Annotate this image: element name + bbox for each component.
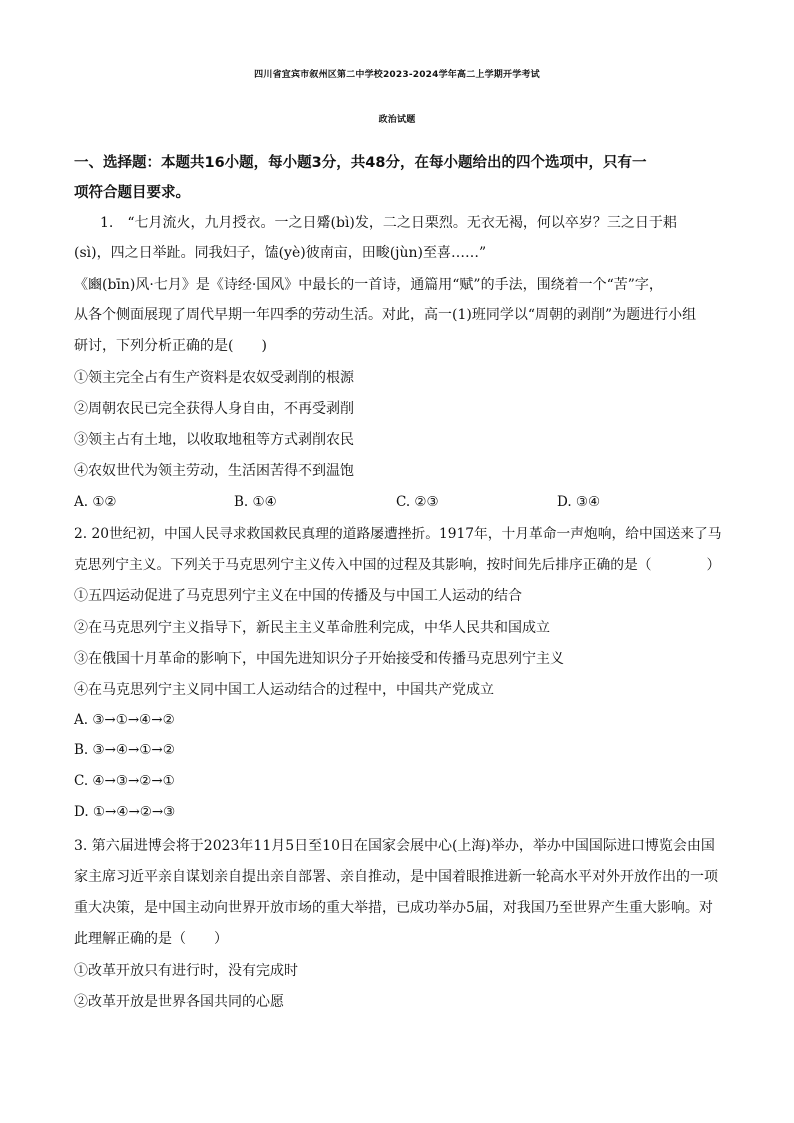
q2-option-b: B. ③→④→①→② — [74, 742, 175, 758]
q1-statement: ①领主完全占有生产资料是农奴受剥削的根源 — [74, 370, 354, 386]
q1-option-d: D. ③④ — [557, 494, 601, 510]
q2-statement: ③在俄国十月革命的影响下，中国先进知识分子开始接受和传播马克思列宁主义 — [74, 651, 564, 667]
section-heading: 一、选择题：本题共16小题，每小题3分，共48分，在每小题给出的四个选项中，只有一 — [74, 155, 647, 171]
q3-text-line: 此理解正确的是（ ） — [74, 931, 228, 947]
q1-text-line: 《豳(bīn)风·七月》是《诗经·国风》中最长的一首诗，通篇用“赋”的手法，围绕着一个“苦”字， — [74, 277, 663, 293]
q2-option-d: D. ①→④→②→③ — [74, 804, 176, 820]
q1-statement: ④农奴世代为领主劳动，生活困苦得不到温饱 — [74, 463, 354, 479]
q1-text-line: 研讨，下列分析正确的是( ) — [74, 338, 267, 354]
q3-statement: ②改革开放是世界各国共同的心愿 — [74, 994, 284, 1010]
q2-text-line: 克思列宁主义。下列关于马克思列宁主义传入中国的过程及其影响，按时间先后排序正确的是（ ） — [74, 557, 721, 573]
q2-statement: ①五四运动促进了马克思列宁主义在中国的传播及与中国工人运动的结合 — [74, 588, 522, 604]
q1-option-b: B. ①④ — [234, 494, 277, 510]
q2-statement: ④在马克思列宁主义同中国工人运动结合的过程中，中国共产党成立 — [74, 682, 494, 698]
q3-statement: ①改革开放只有进行时，没有完成时 — [74, 963, 298, 979]
q1-option-c: C. ②③ — [396, 494, 439, 510]
q3-text-line: 家主席习近平亲自谋划亲自提出亲自部署、亲自推动，是中国着眼推进新一轮高水平对外开放作出的一项 — [74, 869, 718, 885]
exam-title: 四川省宜宾市叙州区第二中学校2023-2024学年高二上学期开学考试 — [254, 70, 540, 80]
q1-statement: ③领主占有土地，以收取地租等方式剥削农民 — [74, 432, 354, 448]
subject-title: 政治试题 — [378, 115, 416, 125]
q2-option-a: A. ③→①→④→② — [74, 712, 175, 728]
q2-option-c: C. ④→③→②→① — [74, 773, 175, 789]
q2-statement: ②在马克思列宁主义指导下，新民主主义革命胜利完成，中华人民共和国成立 — [74, 620, 550, 636]
q3-text-line: 重大决策，是中国主动向世界开放市场的重大举措，已成功举办5届，对我国乃至世界产生重大影响。对 — [74, 900, 713, 916]
q1-statement: ②周朝农民已完全获得人身自由，不再受剥削 — [74, 401, 354, 417]
q1-text-line: (sì)，四之日举趾。同我妇子，馌(yè)彼南亩，田畯(jùn)至喜……” — [74, 245, 487, 261]
q2-text-line: 2. 20世纪初，中国人民寻求救国救民真理的道路屡遭挫折。1917年，十月革命一声炮响，给中国送来了马 — [74, 526, 722, 542]
q1-option-a: A. ①② — [74, 494, 117, 510]
q1-text-line: 从各个侧面展现了周代早期一年四季的劳动生活。对此，高一(1)班同学以“周朝的剥削”为题进行小组 — [74, 307, 697, 323]
q1-text-line: 1. “七月流火，九月授衣。一之日觱(bì)发，二之日栗烈。无衣无褐，何以卒岁？三之日于耜 — [100, 215, 677, 231]
section-heading-cont: 项符合题目要求。 — [74, 185, 190, 201]
q3-text-line: 3. 第六届进博会将于2023年11月5日至10日在国家会展中心(上海)举办，举办中国国际进口博览会由国 — [74, 838, 715, 854]
